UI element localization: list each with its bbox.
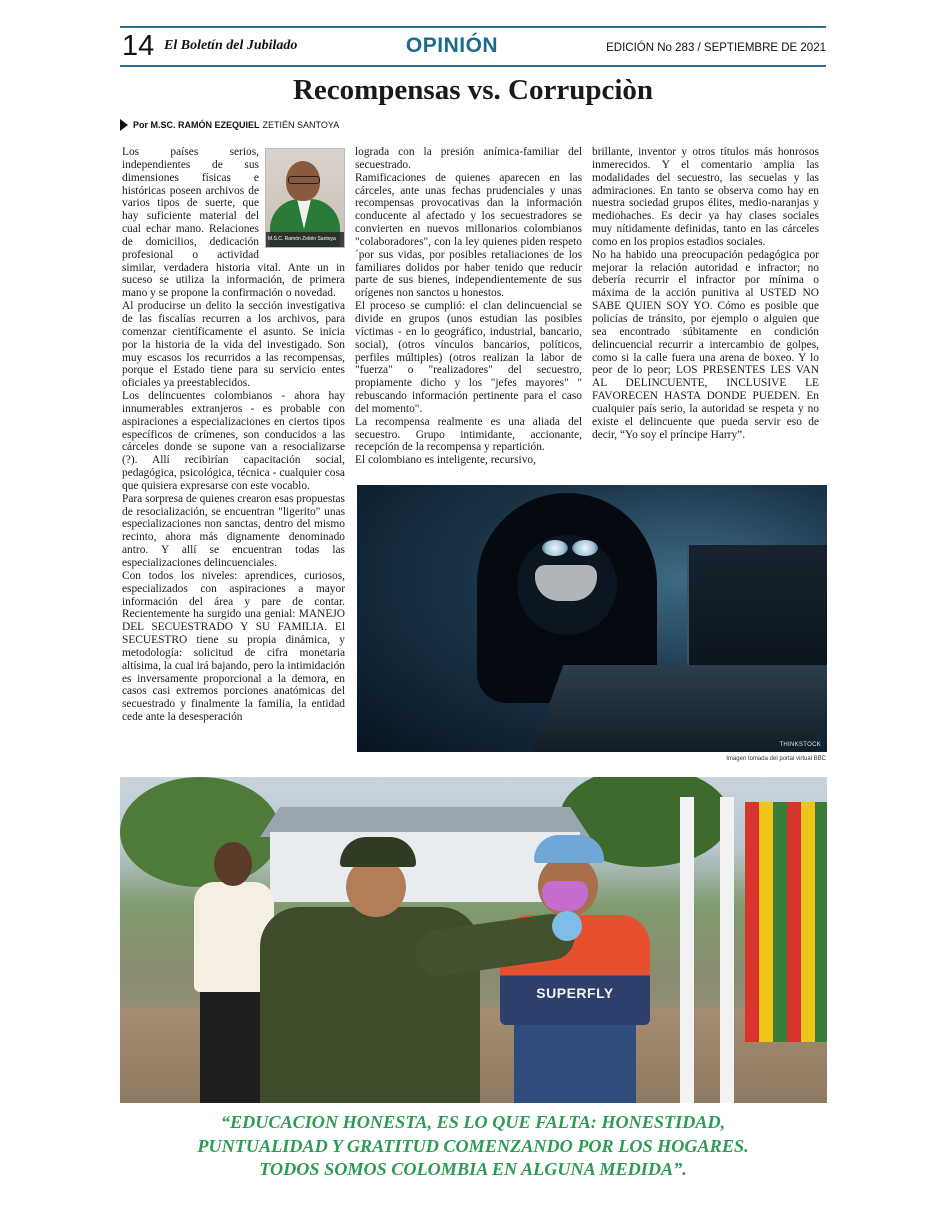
- pull-quote-line: TODOS SOMOS COLOMBIA EN ALGUNA MEDIDA”.: [259, 1159, 687, 1179]
- article-title: Recompensas vs. Corrupciòn: [292, 74, 654, 106]
- paragraph: Al producirse un delito la sección investigativa de las fiscalías recurren a los archivos, para comenzar científicamente el asunto. Se inicia por la historia de la vida del investigado. Son muy escasos los recurridos a las recompensas, porque el Estado tiene para su servicio entes oficiales ya preestablecidos.: [122, 300, 345, 390]
- publication-name: El Boletín del Jubilado: [164, 38, 298, 53]
- photo-watermark: THINKSTOCK: [779, 742, 821, 748]
- header-top-rule: [120, 26, 826, 28]
- paragraph: El proceso se cumplió: el clan delincuencial se divide en grupos (unos estudian las posibles víctimas - en lo geográfico, industrial, bancario, social), (otros vínculos bancarios, políticos, perfiles múltiples) (otros realizan la labor de "fuerza" o "realizadores" del secuestro, propiamente dicho y los "jefes mayores" " rebuscando información pertinente para el caso del momento".: [355, 300, 582, 415]
- edition-info: EDICIÓN No 283 / SEPTIEMBRE DE 2021: [606, 42, 826, 54]
- article-column-2: [355, 146, 582, 476]
- byline-surname: ZETIÉN SANTOYA: [262, 120, 340, 130]
- pull-quote-line: “EDUCACION HONESTA, ES LO QUE FALTA: HONESTIDAD,: [220, 1112, 726, 1132]
- paragraph: brillante, inventor y otros títulos más honrosos inmerecidos. Y el comentario amplia las modalidades del secuestro, las secuelas y las admiraciones. En tanto se observa como hay en nuestra sociedad grupos élites, medio-naranjas y mediohaches. Es decir ya hay clases sociales muy nítidamente definidas, tanto en las cárceles como en los propios estadios sociales.: [592, 146, 819, 248]
- byline-arrow-icon: [120, 119, 128, 131]
- author-photo-caption: M.S.C. Ramón Zetién Santoya: [266, 232, 344, 247]
- author-photo: [265, 148, 345, 248]
- paragraph: Con todos los niveles: aprendices, curiosos, especializados con aspiraciones a mayor información del área y pare de contar. Recientemente ha surgido una genial: MANEJO DEL SECUESTRADO Y SU FAMILIA. El SECUESTRO tiene su propia dinámica, y metodología: solicitud de cifra monetaria altísima, la cual irá bajando, pero la intimidación es inversamente proporcional a la demora, en casos casi extremos porciones anatómicas del secuestrado y finalmente la familia, la entidad cede ante la desesperación: [122, 569, 345, 724]
- article-column-1: [122, 146, 345, 766]
- pull-quote-line: PUNTUALIDAD Y GRATITUD COMENZANDO POR LOS HOGARES.: [197, 1135, 749, 1156]
- byline-author: Por M.SC. RAMÓN EZEQUIEL: [133, 120, 260, 130]
- pull-quote: [120, 1111, 826, 1182]
- paragraph: Los delincuentes colombianos - ahora hay innumerables extranjeros - es probable con aspiraciones a especializaciones en ciertos tipos específicos de crímenes, son conducidos a las cárceles donde se supone van a resocializarse (?). Allí recibirían capacitación social, pedagógica, psicológica, técnica - cualquier cosa que quisiera expresarse con este vocablo.: [122, 390, 345, 492]
- photo-credit: Imagen tomada del portal virtual BBC: [726, 756, 826, 762]
- byline: [120, 119, 339, 131]
- police-photo: [120, 777, 827, 1103]
- section-title: OPINIÓN: [405, 34, 499, 57]
- paragraph: Para sorpresa de quienes crearon esas propuestas de resocialización, se encuentran "ligerito" unas especializaciones non sanctas, dentro del mismo recinto, ahora más dignamente denominado antro. Y allí se encuentran todas las especializaciones delincuenciales.: [122, 492, 345, 569]
- paragraph: Los países serios, independientes de sus dimensiones físicas e históricas poseen archivos de varios tipos de suerte, que hay suficiente material del cual echar mano. Relaciones de domicilios, dedicación profesional o actividad similar, verdadera historia vital. Ante un in suceso se utiliza la información, de primera mano y se propone la confirmación o novedad.: [122, 146, 345, 300]
- paragraph: Ramificaciones de quienes aparecen en las cárceles, ante unas fechas prudenciales y unas recompensas provocativas dan la información conducente al afectado y los secuestradores se convierten en nuevos millonarios colombianos "colaboradores", con la ley quienes piden respeto ´por sus vidas, por posibles retaliaciones de los familiares dolidos por haber tenido que reducir parte de sus bienes, independientemente de sus orígenes non sanctos u honestos.: [355, 171, 582, 300]
- hacker-photo: [357, 485, 827, 752]
- paragraph: El colombiano es inteligente, recursivo,: [355, 454, 536, 467]
- paragraph: La recompensa realmente es una aliada del secuestro. Grupo intimidante, accionante, recepción de la recompensa y repartición.: [355, 415, 582, 454]
- header-bottom-rule: [120, 65, 826, 67]
- shirt-print: SUPERFLY: [536, 985, 614, 1001]
- paragraph: No ha habido una preocupación pedagógica por mejorar la relación autoridad e infractor; no debería recurrir el infractor por mínima o máxima de la acción punitiva al USTED NO SABE QUIEN SOY YO. Cómo es posible que policías de tránsito, por ejemplo o alguien que sea encontrado súbitamente en condición delincuencial recurrir a intercambio de golpes, como si la calle fuera una arena de boxeo. Y lo peor de lo peor; LOS PRESENTES LES VAN AL DELINCUENTE, INCLUSIVE LE FAVORECEN HASTA DONDE PUEDEN. En cualquier país serio, la autoridad se respeta y no existe el delincuente que pueda servir eso de decir, “Yo soy el príncipe Harry”.: [592, 248, 819, 441]
- article-column-3: [592, 146, 819, 456]
- page-number: 14: [122, 30, 155, 62]
- paragraph: lograda con la presión anímica-familiar del secuestrado.: [355, 146, 582, 171]
